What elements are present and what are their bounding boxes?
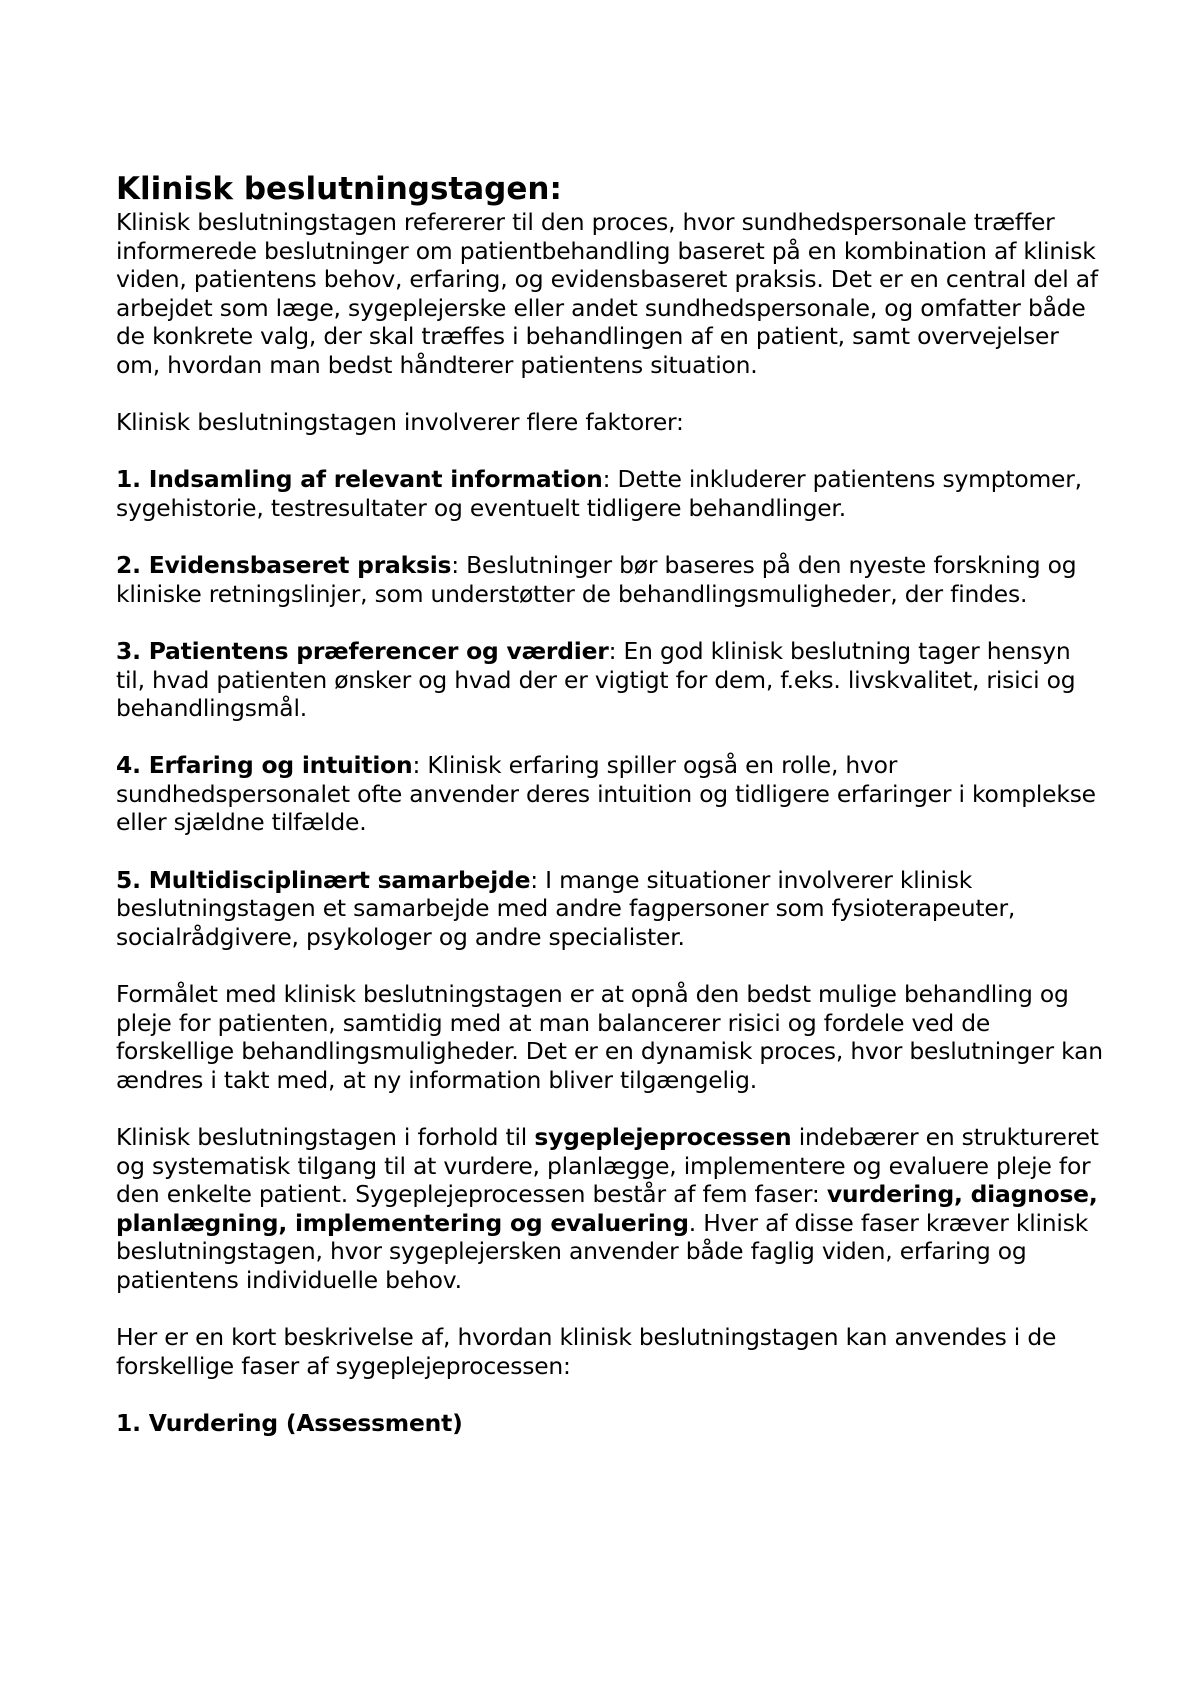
nursing-process-term: sygeplejeprocessen bbox=[534, 1123, 792, 1151]
factor-label: 5. Multidisciplinært samarbejde bbox=[116, 865, 531, 894]
factor-text: : Dette inkluderer patientens symptomer, sygehistorie, testresultater og eventuelt tidligere behandlinger. bbox=[116, 465, 1082, 522]
phase-heading bbox=[116, 1409, 1106, 1438]
factor-item bbox=[116, 637, 1106, 723]
intro-paragraph: Klinisk beslutningstagen refererer til den proces, hvor sundhedspersonale træffer informerede beslutninger om patientbehandling baseret på en kombination af klinisk viden, patientens behov, erfaring, og evidensbaseret praksis. Det er en central del af arbejdet som læge, sygeplejerske eller andet sundhedspersonale, og omfatter både de konkrete valg, der skal træffes i behandlingen af en patient, samt overvejelser om, hvordan man bedst håndterer patientens situation. bbox=[116, 208, 1098, 379]
purpose-paragraph: Formålet med klinisk beslutningstagen er at opnå den bedst mulige behandling og pleje for patienten, samtidig med at man balancerer risici og fordele ved de forskellige behandlingsmuligheder. Det er en dynamisk proces, hvor beslutninger kan ændres i takt med, at ny information bliver tilgængelig. bbox=[116, 980, 1103, 1094]
factor-text: : En god klinisk beslutning tager hensyn til, hvad patienten ønsker og hvad der er vigtigt for dem, f.eks. livskvalitet, risici og behandlingsmål. bbox=[116, 636, 1076, 723]
factor-text: : Beslutninger bør baseres på den nyeste forskning og kliniske retningslinjer, som understøtter de behandlingsmuligheder, der findes. bbox=[116, 551, 1077, 608]
factor-item bbox=[116, 751, 1106, 837]
document-page bbox=[116, 170, 1106, 1438]
factor-label: 1. Indsamling af relevant information bbox=[116, 465, 603, 494]
factors-intro: Klinisk beslutningstagen involverer flere faktorer: bbox=[116, 408, 684, 437]
nursing-phases: vurdering, diagnose, planlægning, implementering og evaluering bbox=[116, 1180, 1098, 1237]
factor-label: 2. Evidensbaseret praksis bbox=[116, 551, 452, 580]
nursing-text: Klinisk beslutningstagen i forhold til bbox=[116, 1123, 535, 1151]
factor-text: : Klinisk erfaring spiller også en rolle, hvor sundhedspersonalet ofte anvender deres intuition og tidligere erfaringer i komplekse eller sjældne tilfælde. bbox=[116, 751, 1096, 837]
nursing-text: . Hver af disse faser kræver klinisk beslutningstagen, hvor sygeplejersken anvender både faglig viden, erfaring og patientens individuelle behov. bbox=[116, 1208, 1089, 1294]
factor-item bbox=[116, 465, 1106, 522]
factor-label: 4. Erfaring og intuition bbox=[116, 751, 413, 780]
factor-text: : I mange situationer involverer klinisk beslutningstagen et samarbejde med andre fagpersoner som fysioterapeuter, socialrådgivere, psykologer og andre specialister. bbox=[116, 865, 1016, 951]
nursing-text: indebærer en struktureret og systematisk tilgang til at vurdere, planlægge, implementere og evaluere pleje for den enkelte patient. Sygeplejeprocessen består af fem faser: bbox=[116, 1123, 1099, 1209]
document-title: Klinisk beslutningstagen: bbox=[116, 171, 562, 207]
phase-heading-text: 1. Vurdering (Assessment) bbox=[116, 1408, 463, 1437]
factor-item bbox=[116, 551, 1106, 608]
factor-label: 3. Patientens præferencer og værdier bbox=[116, 636, 609, 665]
factor-item bbox=[116, 866, 1106, 952]
nursing-process-paragraph bbox=[116, 1123, 1106, 1295]
description-paragraph: Her er en kort beskrivelse af, hvordan klinisk beslutningstagen kan anvendes i de forskellige faser af sygeplejeprocessen: bbox=[116, 1323, 1057, 1380]
